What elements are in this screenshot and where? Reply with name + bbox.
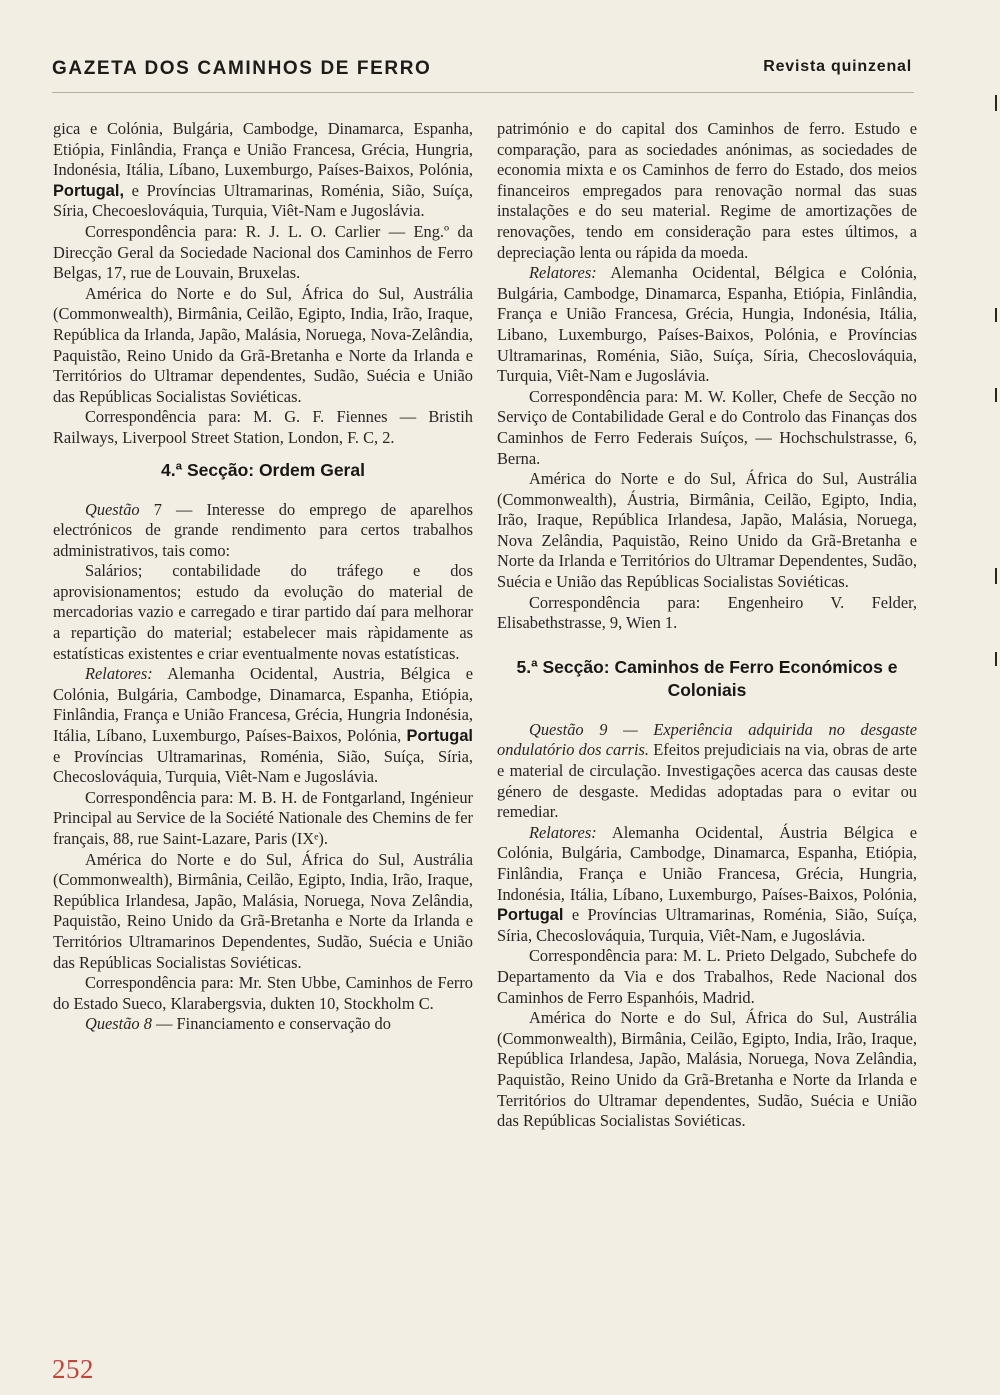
left-column bbox=[53, 119, 473, 1035]
paragraph: Relatores: Alemanha Ocidental, Áustria Bélgica e Colónia, Bulgária, Cambodge, Dinamarca, Espanha, Etiópia, Finlândia, França e União Francesa, Grécia, Hungria, Indonésia, Itália, Líbano, Luxemburgo, Países-Baixos, Polónia, Portugal e Províncias Ultramarinas, Roménia, Sião, Suíça, Síria, Checoslováquia, Turquia, Viêt-Nam, e Jugoslávia. bbox=[497, 822, 917, 945]
paragraph: Relatores: Alemanha Ocidental, Bélgica e Colónia, Bulgária, Cambodge, Dinamarca, Espanha, Etiópia, Finlândia, França e União Francesa, Grécia, Hungia, Indonésia, Itália, Libano, Luxemburgo, Países-Baixos, Polónia, e Províncias Ultramarinas, Roménia, Sião, Suíça, Síria, Checoslováquia, Turquia, Viêt-Nam e Jugoslávia. bbox=[497, 263, 917, 386]
section-heading: 5.ª Secção: Caminhos de Ferro Económicos e Coloniais bbox=[516, 656, 898, 700]
paragraph: Questão 9 — Experiência adquirida no desgaste ondulatório dos carris. Efeitos prejudiciais na via, obras de arte e material de circulação. Investigações acerca das causas deste género de desgaste. Medidas adoptadas para o evitar ou remediar. bbox=[497, 719, 917, 822]
paragraph: América do Norte e do Sul, África do Sul, Austrália (Commonwealth), Áustria, Birmânia, Ceilão, Egipto, India, Irão, Iraque, República Irlandesa, Japão, Malásia, Noruega, Nova Zelândia, Paquistão, Reino Unido da Grã-Bretanha e Norte da Irlanda e Territórios do Ultramar Dependentes, Sudão, Suécia e União das Repúblicas Socialistas Soviéticas. bbox=[497, 469, 917, 592]
publication-title: GAZETA DOS CAMINHOS DE FERRO bbox=[52, 58, 432, 79]
page-header bbox=[52, 58, 912, 84]
page-edge-mark bbox=[995, 95, 997, 111]
paragraph: Correspondência para: R. J. L. O. Carlier — Eng.º da Direcção Geral da Sociedade Nacional dos Caminhos de Ferro Belgas, 17, rue de Louvain, Bruxelas. bbox=[53, 221, 473, 283]
paragraph: Correspondência para: Mr. Sten Ubbe, Caminhos de Ferro do Estado Sueco, Klarabergsvia, dukten 10, Stockholm C. bbox=[53, 973, 473, 1013]
highlight-portugal: Portugal, bbox=[53, 181, 125, 200]
page-number: 252 bbox=[52, 1354, 94, 1384]
paragraph: património e do capital dos Caminhos de ferro. Estudo e comparação, para as sociedades anónimas, as sociedades de economia mixta e os Caminhos de ferro do Estado, dos meios financeiros empregados para renovação normal das suas instalações e do seu material. Regime de amortizações de renovações, tendo em consideração para estes últimos, a depreciação lenta ou rápida da moeda. bbox=[497, 119, 917, 262]
paragraph: gica e Colónia, Bulgária, Cambodge, Dinamarca, Espanha, Etiópia, Finlândia, França e União Francesa, Grécia, Hungria, Indonésia, Itália, Líbano, Luxemburgo, Países-Baixos, Polónia, Portugal, e Províncias Ultramarinas, Roménia, Sião, Suíça, Síria, Checoeslováquia, Turquia, Viêt-Nam e Jugoslávia. bbox=[53, 119, 473, 221]
page-edge-mark bbox=[995, 568, 997, 584]
paragraph: América do Norte e do Sul, África do Sul, Austrália (Commonwealth), Birmânia, Ceilão, Egipto, India, Irão, Iraque, República da Irlanda, Japão, Malásia, Noruega, Nova-Zelândia, Paquistão, Reino Unido da Grã-Bretanha e Norte da Irlanda e Territórios do Ultramar dependentes, Sudão, Suécia e União das Repúblicas Socialistas Soviéticas. bbox=[53, 283, 473, 406]
paragraph: Correspondência para: M. L. Prieto Delgado, Subchefe do Departamento da Via e dos Trabalhos, Rede Nacional dos Caminhos de Ferro Espanhóis, Madrid. bbox=[497, 946, 917, 1007]
paragraph: Correspondência para: M. B. H. de Fontgarland, Ingénieur Principal au Service de la Société Nationale des Chemins de fer français, 88, rue Saint-Lazare, Paris (IXᵉ). bbox=[53, 787, 473, 848]
publication-subtitle: Revista quinzenal bbox=[763, 58, 912, 75]
paragraph: América do Norte e do Sul, África do Sul, Austrália (Commonwealth), Birmânia, Ceilão, Egipto, India, Irão, Iraque, República Irlandesa, Japão, Malásia, Noruega, Nova Zelândia, Paquistão, Reino Unido da Grã-Bretanha e Norte da Irlanda e Territórios Ultramarinos Dependentes, Sudão, Suécia e União das Repúblicas Socialistas Soviéticas. bbox=[53, 849, 473, 972]
paragraph: Questão 8 — Financiamento e conservação do bbox=[85, 1014, 391, 1034]
paragraph: Salários; contabilidade do tráfego e dos aprovisionamentos; estudo da evolução do material de mercadorias vazio e carregado e tirar partido daí para melhorar a repartição do material; estabelecer mais ràpidamente as estatísticas existentes e criar eventualmente novas estatísticas. bbox=[53, 561, 473, 663]
paragraph: Correspondência para: M. G. F. Fiennes — Bristih Railways, Liverpool Street Station, London, F. C, 2. bbox=[53, 407, 473, 447]
right-column bbox=[497, 119, 917, 1132]
paragraph: América do Norte e do Sul, África do Sul, Austrália (Commonwealth), Birmânia, Ceilão, Egipto, India, Irão, Iraque, República Irlandesa, Japão, Malásia, Noruega, Nova Zelândia, Paquistão, Reino Unido da Grã-Bretanha e Norte da Irlanda e Territórios do Ultramar dependentes, Sudão, Suécia e União das Repúblicas Socialistas Soviéticas. bbox=[497, 1008, 917, 1131]
section-heading: 4.ª Secção: Ordem Geral bbox=[161, 459, 365, 480]
header-rule bbox=[52, 92, 914, 93]
page-edge-mark bbox=[995, 388, 997, 402]
highlight-portugal: Portugal bbox=[497, 906, 564, 925]
paragraph: Correspondência para: Engenheiro V. Felder, Elisabethstrasse, 9, Wien 1. bbox=[497, 592, 917, 633]
page-edge-mark bbox=[995, 308, 997, 322]
paragraph: Relatores: Alemanha Ocidental, Austria, Bélgica e Colónia, Bulgária, Cambodge, Dinamarca, Espanha, Etiópia, Finlândia, França e União Francesa, Grécia, Hungria Indonésia, Itália, Líbano, Luxemburgo, Países-Baixos, Polónia, Portugal e Províncias Ultramarinas, Roménia, Sião, Suíça, Síria, Checoslováquia, Turquia, Viêt-Nam e Jugoslávia. bbox=[53, 664, 473, 787]
paragraph: Questão 7 — Interesse do emprego de aparelhos electrónicos de grande rendimento para certos trabalhos administrativos, tais como: bbox=[53, 499, 473, 560]
highlight-portugal: Portugal bbox=[406, 727, 473, 746]
paragraph: Correspondência para: M. W. Koller, Chefe de Secção no Serviço de Contabilidade Geral e do Controlo das Finanças dos Caminhos de Ferro Federais Suíços, — Hochschulstrasse, 6, Berna. bbox=[497, 386, 917, 468]
page-edge-mark bbox=[995, 652, 997, 666]
